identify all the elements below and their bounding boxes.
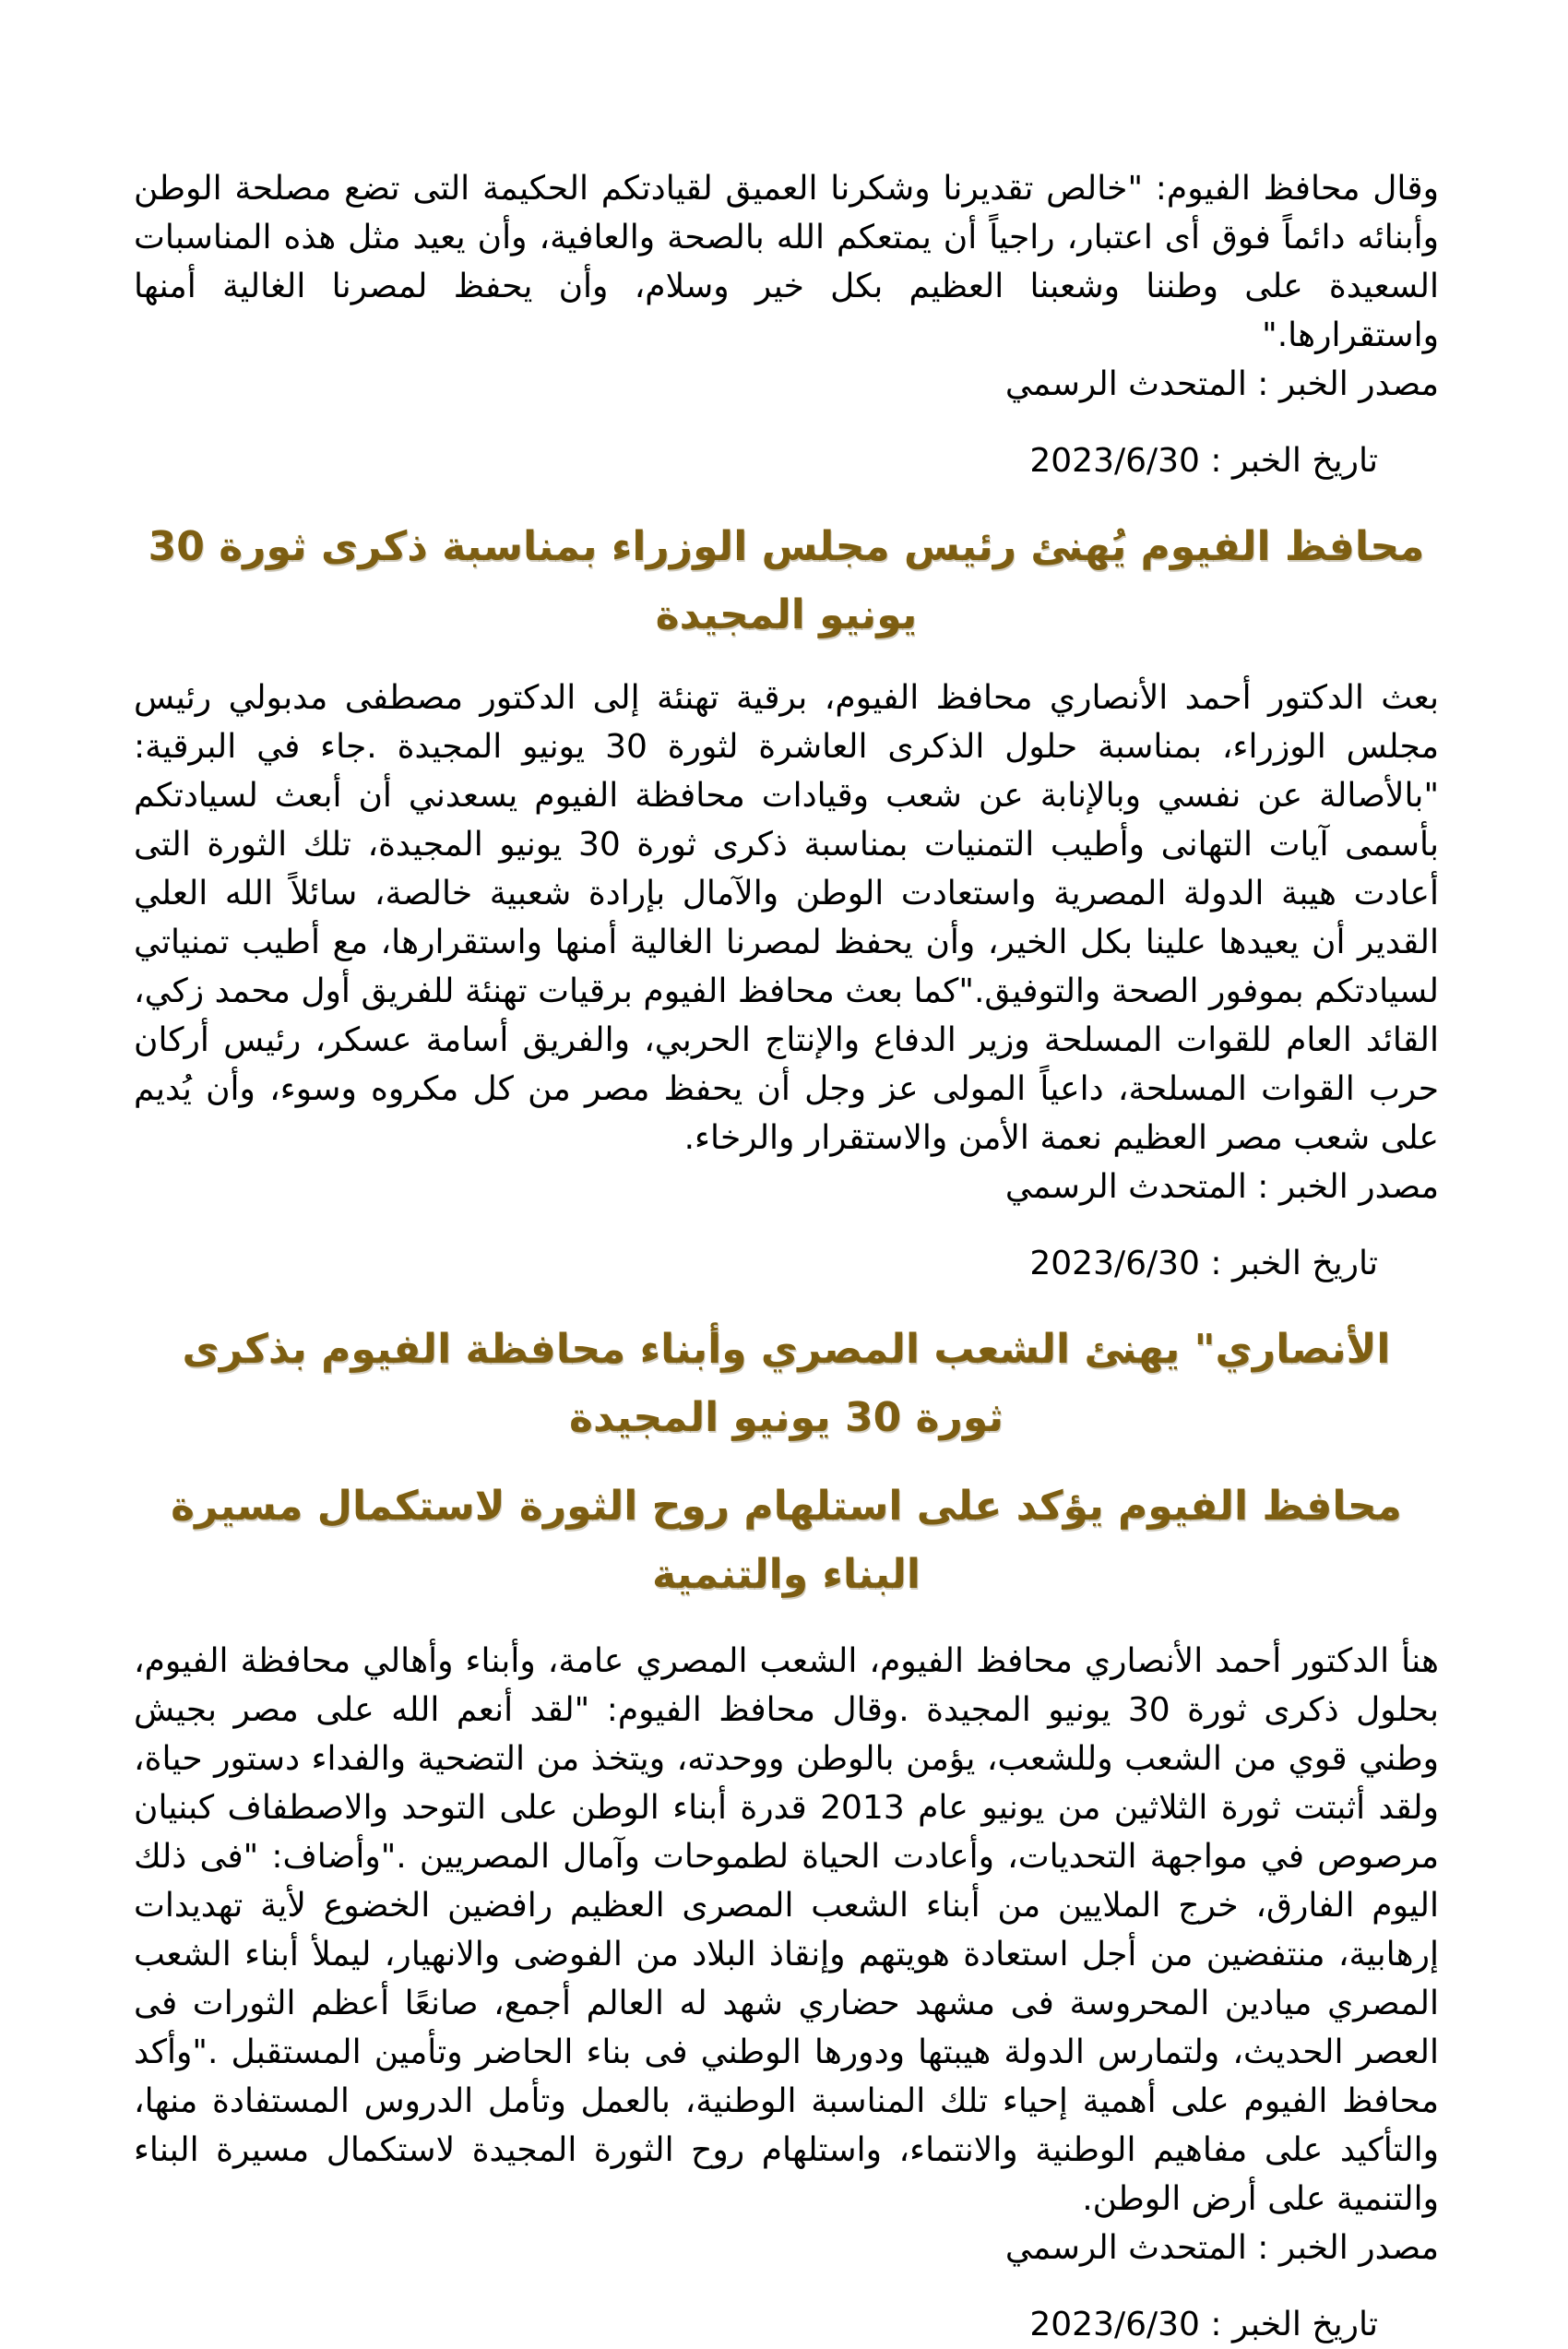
news-date-line: تاريخ الخبر : 2023/6/30	[1029, 442, 1378, 480]
body-paragraph-telegram-text: بعث الدكتور أحمد الأنصاري محافظ الفيوم، برقية تهنئة إلى الدكتور مصطفى مدبولي رئيس مجلس الوزراء، بمناسبة حلول الذكرى العاشرة لثورة 30 يونيو المجيدة .جاء في البرقية: "بالأصالة عن نفسي وبالإنابة عن شعب وقيادات محافظة الفيوم يسعدني أن أبعث لسيادتكم بأسمى آيات التهانى وأطيب التمنيات بمناسبة ذكرى ثورة 30 يونيو المجيدة، تلك الثورة التى أعادت هيبة الدولة المصرية واستعادت الوطن والآمال بإرادة شعبية خالصة، سائلاً الله العلي القدير أن يعيدها علينا بكل الخير، وأن يحفظ لمصرنا الغالية أمنها واستقرارها، مع أطيب تمنياتي لسيادتكم بموفور الصحة والتوفيق."كما بعث محافظ الفيوم برقيات تهنئة للفريق أول محمد زكي، القائد العام للقوات المسلحة وزير الدفاع والإنتاج الحربي، والفريق أسامة عسكر، رئيس أركان حرب القوات المسلحة، داعياً المولى عز وجل أن يحفظ مصر من كل مكروه وسوء، وأن يُديم على شعب مصر العظيم نعمة الأمن والاستقرار والرخاء.	[134, 679, 1440, 1157]
news-date-line: تاريخ الخبر : 2023/6/30	[1029, 2306, 1378, 2343]
headline-congratulation-egyptian-people: الأنصاري" يهنئ الشعب المصري وأبناء محافظة الفيوم بذكرى ثورة 30 يونيو المجيدة	[182, 1326, 1391, 1441]
headline-congratulation-prime-minister: محافظ الفيوم يُهنئ رئيس مجلس الوزراء بمناسبة ذكرى ثورة 30 يونيو المجيدة	[148, 523, 1425, 638]
body-paragraph-governor-quote: وقال محافظ الفيوم: "خالص تقديرنا وشكرنا العميق لقيادتكم الحكيمة التى تضع مصلحة الوطن وأبنائه دائماً فوق أى اعتبار، راجياً أن يمتعكم الله بالصحة والعافية، وأن يعيد مثل هذه المناسبات السعيدة على وطننا وشعبنا العظيم بكل خير وسلام، وأن يحفظ لمصرنا الغالية أمنها واستقرارها."	[134, 170, 1439, 354]
body-paragraph-june-30-anniversary: هنأ الدكتور أحمد الأنصاري محافظ الفيوم، الشعب المصري عامة، وأبناء وأهالي محافظة الفيوم، بحلول ذكرى ثورة 30 يونيو المجيدة .وقال محافظ الفيوم: "لقد أنعم الله على مصر بجيش وطني قوي من الشعب وللشعب، يؤمن بالوطن ووحدته، ويتخذ من التضحية والفداء دستور حياة، ولقد أثبتت ثورة الثلاثين من يونيو عام 2013 قدرة أبناء الوطن على التوحد والاصطفاف كبنيان مرصوص في مواجهة التحديات، وأعادت الحياة لطموحات وآمال المصريين ."وأضاف: "فى ذلك اليوم الفارق، خرج الملايين من أبناء الشعب المصرى العظيم رافضين الخضوع لأية تهديدات إرهابية، منتفضين من أجل استعادة هويتهم وإنقاذ البلاد من الفوضى والانهيار، ليملأ أبناء الشعب المصري ميادين المحروسة فى مشهد حضاري شهد له العالم أجمع، صانعًا أعظم الثورات فى العصر الحديث، ولتمارس الدولة هيبتها ودورها الوطني فى بناء الحاضر وتأمين المستقبل ."وأكد محافظ الفيوم على أهمية إحياء تلك المناسبة الوطنية، بالعمل وتأمل الدروس المستفادة منها، والتأكيد على مفاهيم الوطنية والانتماء، واستلهام روح الثورة المجيدة لاستكمال مسيرة البناء والتنمية على أرض الوطن.	[134, 1642, 1439, 2218]
news-source-line: مصدر الخبر : المتحدث الرسمي	[1004, 365, 1439, 403]
subheadline-revolution-spirit: محافظ الفيوم يؤكد على استلهام روح الثورة لاستكمال مسيرة البناء والتنمية	[171, 1483, 1402, 1598]
news-source-line: مصدر الخبر : المتحدث الرسمي	[1004, 2229, 1439, 2267]
news-source-line: مصدر الخبر : المتحدث الرسمي	[1004, 1168, 1439, 1206]
news-date-line: تاريخ الخبر : 2023/6/30	[1029, 1245, 1378, 1282]
